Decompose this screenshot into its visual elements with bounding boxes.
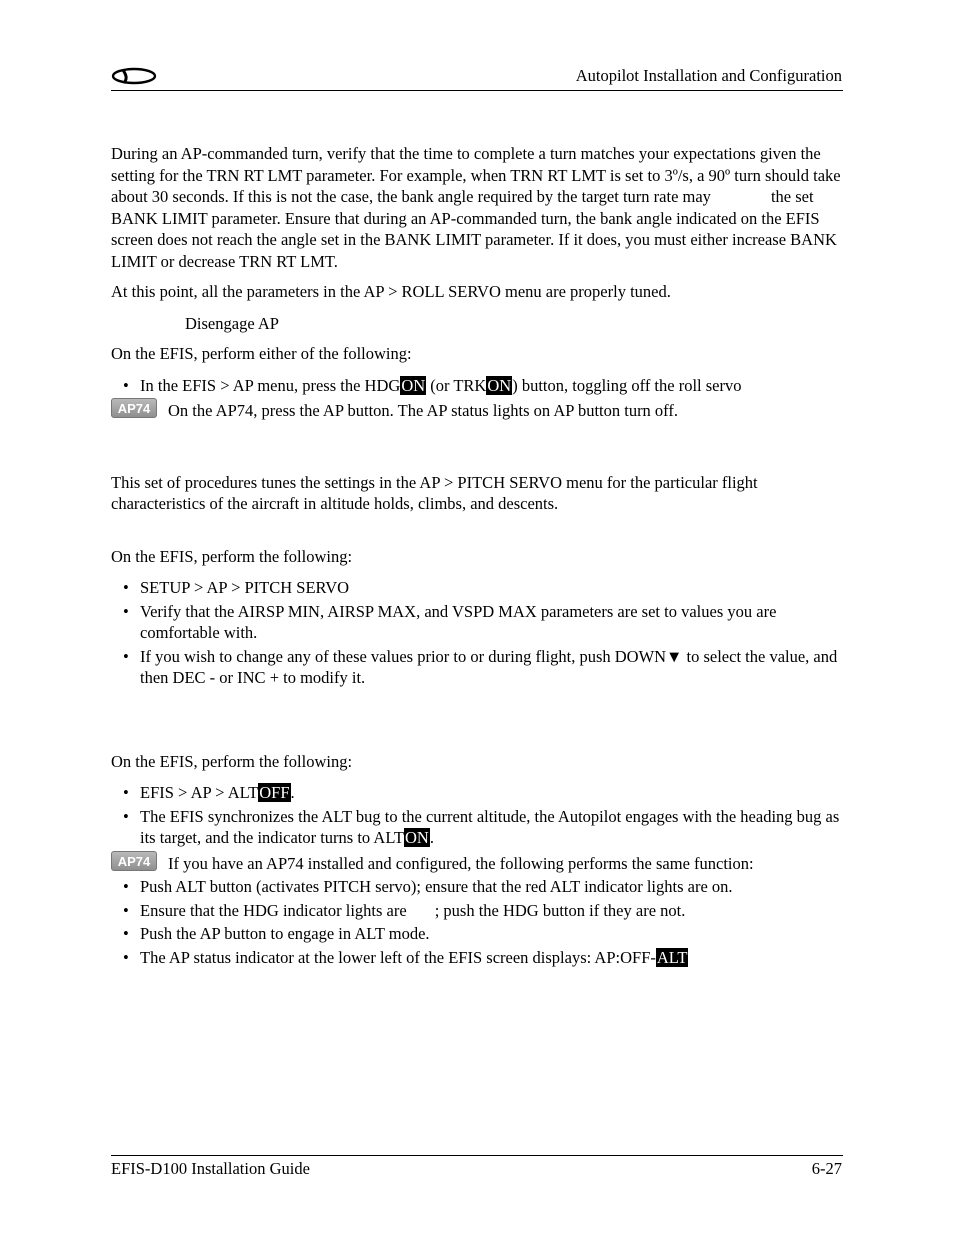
pitch-servo-intro: This set of procedures tunes the settings in the AP > PITCH SERVO menu for the particular flight characteristics of the aircraft in altitude holds, climbs, and descents. xyxy=(111,472,758,513)
alt-off-indicator: OFF xyxy=(259,783,290,802)
perform-either-paragraph: On the EFIS, perform either of the following: xyxy=(111,344,412,363)
list-item: • Push the AP button to engage in ALT mode. xyxy=(111,923,843,945)
header-title: Autopilot Installation and Configuration xyxy=(575,66,842,85)
trk-on-indicator: ON xyxy=(487,375,512,395)
roll-tuned-paragraph: At this point, all the parameters in the AP > ROLL SERVO menu are properly tuned. xyxy=(111,282,671,301)
footer-guide-title: EFIS-D100 Installation Guide xyxy=(111,1159,310,1178)
alt-list xyxy=(111,782,843,849)
page-number: 6-27 xyxy=(811,1159,842,1178)
list-item: • Ensure that the HDG indicator lights are ; push the HDG button if they are not. xyxy=(111,900,843,922)
list-item: • Push ALT button (activates PITCH servo); ensure that the red ALT indicator lights are on. xyxy=(111,876,843,898)
perform-following-paragraph-2: On the EFIS, perform the following: xyxy=(111,751,353,771)
ap74-alt-row: AP74 If you have an AP74 installed and configured, the following performs the same function: xyxy=(111,853,843,875)
main-content xyxy=(111,143,843,968)
ap74-disengage-row: AP74 On the AP74, press the AP button. The AP status lights on AP button turn off. xyxy=(111,400,843,422)
ap74-badge-icon: AP74 xyxy=(111,851,157,871)
dynon-logo-icon xyxy=(111,67,157,85)
alt-on-indicator: ON xyxy=(404,828,429,847)
list-item: • SETUP > AP > PITCH SERVO xyxy=(111,577,843,599)
step-disengage-ap: Disengage AP xyxy=(185,313,279,333)
list-item: • If you wish to change any of these values prior to or during flight, push DOWN▼ to select the value, and then DEC - or INC + to modify it. xyxy=(111,646,843,689)
ap74-badge-icon: AP74 xyxy=(111,398,157,418)
disengage-list xyxy=(111,375,843,397)
setup-list xyxy=(111,577,843,689)
perform-following-paragraph-1: On the EFIS, perform the following: xyxy=(111,546,353,566)
list-item: • The EFIS synchronizes the ALT bug to the current altitude, the Autopilot engages with the heading bug as its target, and the indicator turns to ALTON. xyxy=(111,806,843,849)
turn-rate-paragraph: During an AP-commanded turn, verify that the time to complete a turn matches your expectations given the setting for the TRN RT LMT parameter. For example, when TRN RT LMT is set to 3º/s, a 90º turn should take about 30 seconds. If this is not the case, the bank angle required by the target turn rate may the set BANK LIMIT parameter. Ensure that during an AP-commanded turn, the bank angle indicated on the EFIS screen does not reach the angle set in the BANK LIMIT parameter. If it does, you must either increase BANK LIMIT or decrease TRN RT LMT. xyxy=(111,144,841,271)
alt-status-indicator: ALT xyxy=(656,947,688,967)
list-item: • In the EFIS > AP menu, press the HDGON (or TRKON) button, toggling off the roll servo xyxy=(111,375,843,397)
list-item: • EFIS > AP > ALTOFF. xyxy=(111,782,843,804)
ap74-alt-list xyxy=(111,876,843,968)
list-item: • Verify that the AIRSP MIN, AIRSP MAX, and VSPD MAX parameters are set to values you are comfortable with. xyxy=(111,601,843,644)
page-footer xyxy=(111,1155,843,1178)
hdg-on-indicator: ON xyxy=(401,375,426,395)
list-item: • The AP status indicator at the lower left of the EFIS screen displays: AP:OFF-ALT xyxy=(111,947,843,969)
page-header xyxy=(111,62,843,91)
